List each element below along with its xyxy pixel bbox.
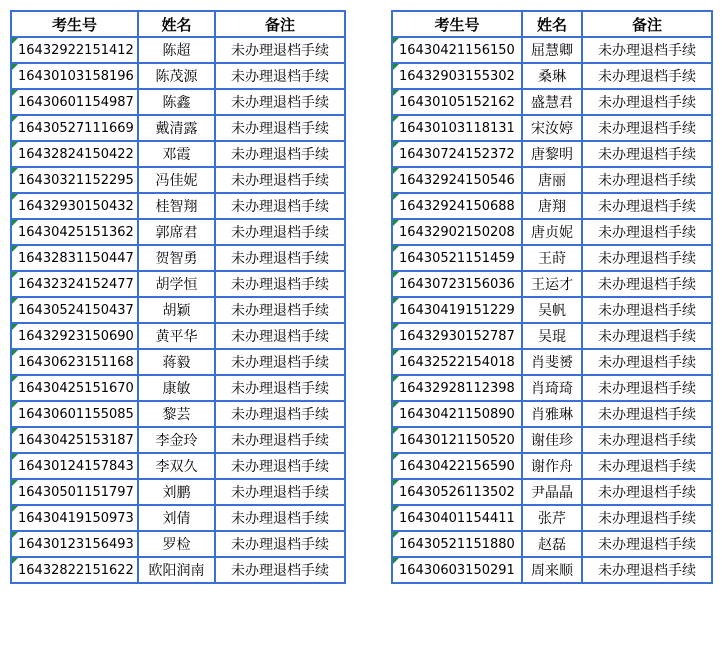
note-cell[interactable]: 未办理退档手续: [215, 89, 345, 115]
table-row: [11, 427, 345, 453]
exam-id-cell[interactable]: 16430124157843: [11, 453, 138, 479]
note-cell[interactable]: 未办理退档手续: [582, 479, 712, 505]
exam-id-cell[interactable]: 16432902150208: [392, 219, 522, 245]
table-row: [392, 349, 712, 375]
table-row: [392, 453, 712, 479]
exam-id-cell[interactable]: 16432824150422: [11, 141, 138, 167]
left-table-body: [11, 37, 345, 583]
name-cell[interactable]: 胡颖: [138, 297, 215, 323]
table-row: [11, 505, 345, 531]
note-cell[interactable]: 未办理退档手续: [215, 219, 345, 245]
exam-id-cell[interactable]: 16430103118131: [392, 115, 522, 141]
name-cell[interactable]: 刘倩: [138, 505, 215, 531]
note-cell[interactable]: 未办理退档手续: [215, 349, 345, 375]
name-cell[interactable]: 肖琦琦: [522, 375, 582, 401]
table-row: [11, 115, 345, 141]
right-table-body: [392, 37, 712, 583]
table-row: [392, 323, 712, 349]
header-note[interactable]: 备注: [215, 11, 345, 37]
note-cell[interactable]: 未办理退档手续: [215, 297, 345, 323]
table-row: [392, 479, 712, 505]
table-row: [392, 557, 712, 583]
table-row: [11, 479, 345, 505]
name-cell[interactable]: 吴琨: [522, 323, 582, 349]
table-row: [11, 557, 345, 583]
note-cell[interactable]: 未办理退档手续: [215, 37, 345, 63]
note-cell[interactable]: 未办理退档手续: [215, 427, 345, 453]
note-cell[interactable]: 未办理退档手续: [215, 245, 345, 271]
header-name[interactable]: 姓名: [522, 11, 582, 37]
name-cell[interactable]: 尹晶晶: [522, 479, 582, 505]
table-row: [11, 401, 345, 427]
name-cell[interactable]: 谢作舟: [522, 453, 582, 479]
note-cell[interactable]: 未办理退档手续: [582, 167, 712, 193]
table-row: [392, 89, 712, 115]
table-row: [11, 167, 345, 193]
exam-id-cell[interactable]: 16430105152162: [392, 89, 522, 115]
name-cell[interactable]: 陈茂源: [138, 63, 215, 89]
exam-id-cell[interactable]: 16432930152787: [392, 323, 522, 349]
note-cell[interactable]: 未办理退档手续: [582, 89, 712, 115]
table-row: [392, 245, 712, 271]
note-cell[interactable]: 未办理退档手续: [582, 141, 712, 167]
table-row: [11, 245, 345, 271]
name-cell[interactable]: 郭席君: [138, 219, 215, 245]
name-cell[interactable]: 胡学恒: [138, 271, 215, 297]
exam-id-cell[interactable]: 16430501151797: [11, 479, 138, 505]
name-cell[interactable]: 蒋毅: [138, 349, 215, 375]
name-cell[interactable]: 陈鑫: [138, 89, 215, 115]
note-cell[interactable]: 未办理退档手续: [582, 453, 712, 479]
name-cell[interactable]: 唐丽: [522, 167, 582, 193]
name-cell[interactable]: 吴帆: [522, 297, 582, 323]
name-cell[interactable]: 李双久: [138, 453, 215, 479]
name-cell[interactable]: 罗检: [138, 531, 215, 557]
exam-id-cell[interactable]: 16430419151229: [392, 297, 522, 323]
note-cell[interactable]: 未办理退档手续: [215, 401, 345, 427]
right-table: [391, 10, 713, 584]
name-cell[interactable]: 贺智勇: [138, 245, 215, 271]
exam-id-cell[interactable]: 16430521151459: [392, 245, 522, 271]
table-row: [392, 531, 712, 557]
table-row: [11, 89, 345, 115]
note-cell[interactable]: 未办理退档手续: [215, 115, 345, 141]
exam-id-cell[interactable]: 16430724152372: [392, 141, 522, 167]
name-cell[interactable]: 冯佳妮: [138, 167, 215, 193]
note-cell[interactable]: 未办理退档手续: [582, 271, 712, 297]
note-cell[interactable]: 未办理退档手续: [582, 193, 712, 219]
table-row: [11, 297, 345, 323]
exam-id-cell[interactable]: 16430524150437: [11, 297, 138, 323]
note-cell[interactable]: 未办理退档手续: [215, 505, 345, 531]
table-row: [392, 427, 712, 453]
note-cell[interactable]: 未办理退档手续: [582, 323, 712, 349]
name-cell[interactable]: 周来顺: [522, 557, 582, 583]
name-cell[interactable]: 赵磊: [522, 531, 582, 557]
note-cell[interactable]: 未办理退档手续: [582, 557, 712, 583]
name-cell[interactable]: 肖雅琳: [522, 401, 582, 427]
note-cell[interactable]: 未办理退档手续: [582, 115, 712, 141]
table-row: [392, 141, 712, 167]
note-cell[interactable]: 未办理退档手续: [582, 505, 712, 531]
exam-id-cell[interactable]: 16432924150688: [392, 193, 522, 219]
name-cell[interactable]: 桂智翔: [138, 193, 215, 219]
table-row: [392, 115, 712, 141]
note-cell[interactable]: 未办理退档手续: [582, 63, 712, 89]
header-note[interactable]: 备注: [582, 11, 712, 37]
note-cell[interactable]: 未办理退档手续: [215, 167, 345, 193]
exam-id-cell[interactable]: 16430401154411: [392, 505, 522, 531]
table-row: [392, 63, 712, 89]
exam-id-cell[interactable]: 16430526113502: [392, 479, 522, 505]
note-cell[interactable]: 未办理退档手续: [582, 401, 712, 427]
note-cell[interactable]: 未办理退档手续: [582, 531, 712, 557]
exam-id-cell[interactable]: 16430419150973: [11, 505, 138, 531]
header-row: [392, 11, 712, 37]
note-cell[interactable]: 未办理退档手续: [215, 557, 345, 583]
table-row: [392, 193, 712, 219]
note-cell[interactable]: 未办理退档手续: [215, 63, 345, 89]
table-row: [11, 349, 345, 375]
exam-id-cell[interactable]: 16430425151670: [11, 375, 138, 401]
exam-id-cell[interactable]: 16430421150890: [392, 401, 522, 427]
name-cell[interactable]: 王莳: [522, 245, 582, 271]
name-cell[interactable]: 肖斐赟: [522, 349, 582, 375]
header-exam-id[interactable]: 考生号: [11, 11, 138, 37]
exam-id-cell[interactable]: 16432324152477: [11, 271, 138, 297]
name-cell[interactable]: 唐翔: [522, 193, 582, 219]
table-row: [11, 323, 345, 349]
name-cell[interactable]: 张芹: [522, 505, 582, 531]
table-row: [11, 37, 345, 63]
exam-id-cell[interactable]: 16430723156036: [392, 271, 522, 297]
table-row: [11, 141, 345, 167]
exam-id-cell[interactable]: 16430623151168: [11, 349, 138, 375]
table-row: [392, 167, 712, 193]
exam-id-cell[interactable]: 16430123156493: [11, 531, 138, 557]
note-cell[interactable]: 未办理退档手续: [582, 349, 712, 375]
exam-id-cell[interactable]: 16430103158196: [11, 63, 138, 89]
note-cell[interactable]: 未办理退档手续: [215, 479, 345, 505]
name-cell[interactable]: 黎芸: [138, 401, 215, 427]
header-row: [11, 11, 345, 37]
name-cell[interactable]: 康敏: [138, 375, 215, 401]
table-row: [11, 453, 345, 479]
name-cell[interactable]: 邓霞: [138, 141, 215, 167]
note-cell[interactable]: 未办理退档手续: [215, 453, 345, 479]
header-name[interactable]: 姓名: [138, 11, 215, 37]
exam-id-cell[interactable]: 16430321152295: [11, 167, 138, 193]
note-cell[interactable]: 未办理退档手续: [582, 245, 712, 271]
exam-id-cell[interactable]: 16432930150432: [11, 193, 138, 219]
note-cell[interactable]: 未办理退档手续: [215, 375, 345, 401]
table-row: [392, 401, 712, 427]
exam-id-cell[interactable]: 16430425153187: [11, 427, 138, 453]
table-row: [392, 271, 712, 297]
note-cell[interactable]: 未办理退档手续: [582, 37, 712, 63]
exam-id-cell[interactable]: 16432831150447: [11, 245, 138, 271]
table-row: [392, 219, 712, 245]
table-row: [11, 193, 345, 219]
name-cell[interactable]: 王运才: [522, 271, 582, 297]
name-cell[interactable]: 盛慧君: [522, 89, 582, 115]
table-row: [392, 297, 712, 323]
exam-id-cell[interactable]: 16432522154018: [392, 349, 522, 375]
exam-id-cell[interactable]: 16430603150291: [392, 557, 522, 583]
name-cell[interactable]: 桑琳: [522, 63, 582, 89]
note-cell[interactable]: 未办理退档手续: [582, 297, 712, 323]
exam-id-cell[interactable]: 16430121150520: [392, 427, 522, 453]
exam-id-cell[interactable]: 16432922151412: [11, 37, 138, 63]
table-row: [11, 63, 345, 89]
exam-id-cell[interactable]: 16430425151362: [11, 219, 138, 245]
exam-id-cell[interactable]: 16432928112398: [392, 375, 522, 401]
table-row: [11, 375, 345, 401]
note-cell[interactable]: 未办理退档手续: [215, 323, 345, 349]
note-cell[interactable]: 未办理退档手续: [215, 141, 345, 167]
name-cell[interactable]: 谢佳珍: [522, 427, 582, 453]
exam-id-cell[interactable]: 16430521151880: [392, 531, 522, 557]
name-cell[interactable]: 唐黎明: [522, 141, 582, 167]
exam-id-cell[interactable]: 16430601154987: [11, 89, 138, 115]
table-row: [392, 37, 712, 63]
exam-id-cell[interactable]: 16432822151622: [11, 557, 138, 583]
note-cell[interactable]: 未办理退档手续: [215, 193, 345, 219]
name-cell[interactable]: 屈慧卿: [522, 37, 582, 63]
exam-id-cell[interactable]: 16430421156150: [392, 37, 522, 63]
name-cell[interactable]: 欧阳润南: [138, 557, 215, 583]
exam-id-cell[interactable]: 16432903155302: [392, 63, 522, 89]
table-row: [11, 531, 345, 557]
exam-id-cell[interactable]: 16430601155085: [11, 401, 138, 427]
note-cell[interactable]: 未办理退档手续: [582, 219, 712, 245]
name-cell[interactable]: 陈超: [138, 37, 215, 63]
table-row: [11, 219, 345, 245]
header-exam-id[interactable]: 考生号: [392, 11, 522, 37]
name-cell[interactable]: 唐贞妮: [522, 219, 582, 245]
exam-id-cell[interactable]: 16430422156590: [392, 453, 522, 479]
exam-id-cell[interactable]: 16430527111669: [11, 115, 138, 141]
exam-id-cell[interactable]: 16432923150690: [11, 323, 138, 349]
name-cell[interactable]: 刘鹏: [138, 479, 215, 505]
table-row: [392, 375, 712, 401]
left-table: [10, 10, 346, 584]
exam-id-cell[interactable]: 16432924150546: [392, 167, 522, 193]
name-cell[interactable]: 戴清露: [138, 115, 215, 141]
table-row: [11, 271, 345, 297]
note-cell[interactable]: 未办理退档手续: [582, 427, 712, 453]
name-cell[interactable]: 黄平华: [138, 323, 215, 349]
note-cell[interactable]: 未办理退档手续: [582, 375, 712, 401]
note-cell[interactable]: 未办理退档手续: [215, 271, 345, 297]
name-cell[interactable]: 李金玲: [138, 427, 215, 453]
table-row: [392, 505, 712, 531]
note-cell[interactable]: 未办理退档手续: [215, 531, 345, 557]
name-cell[interactable]: 宋汝婷: [522, 115, 582, 141]
